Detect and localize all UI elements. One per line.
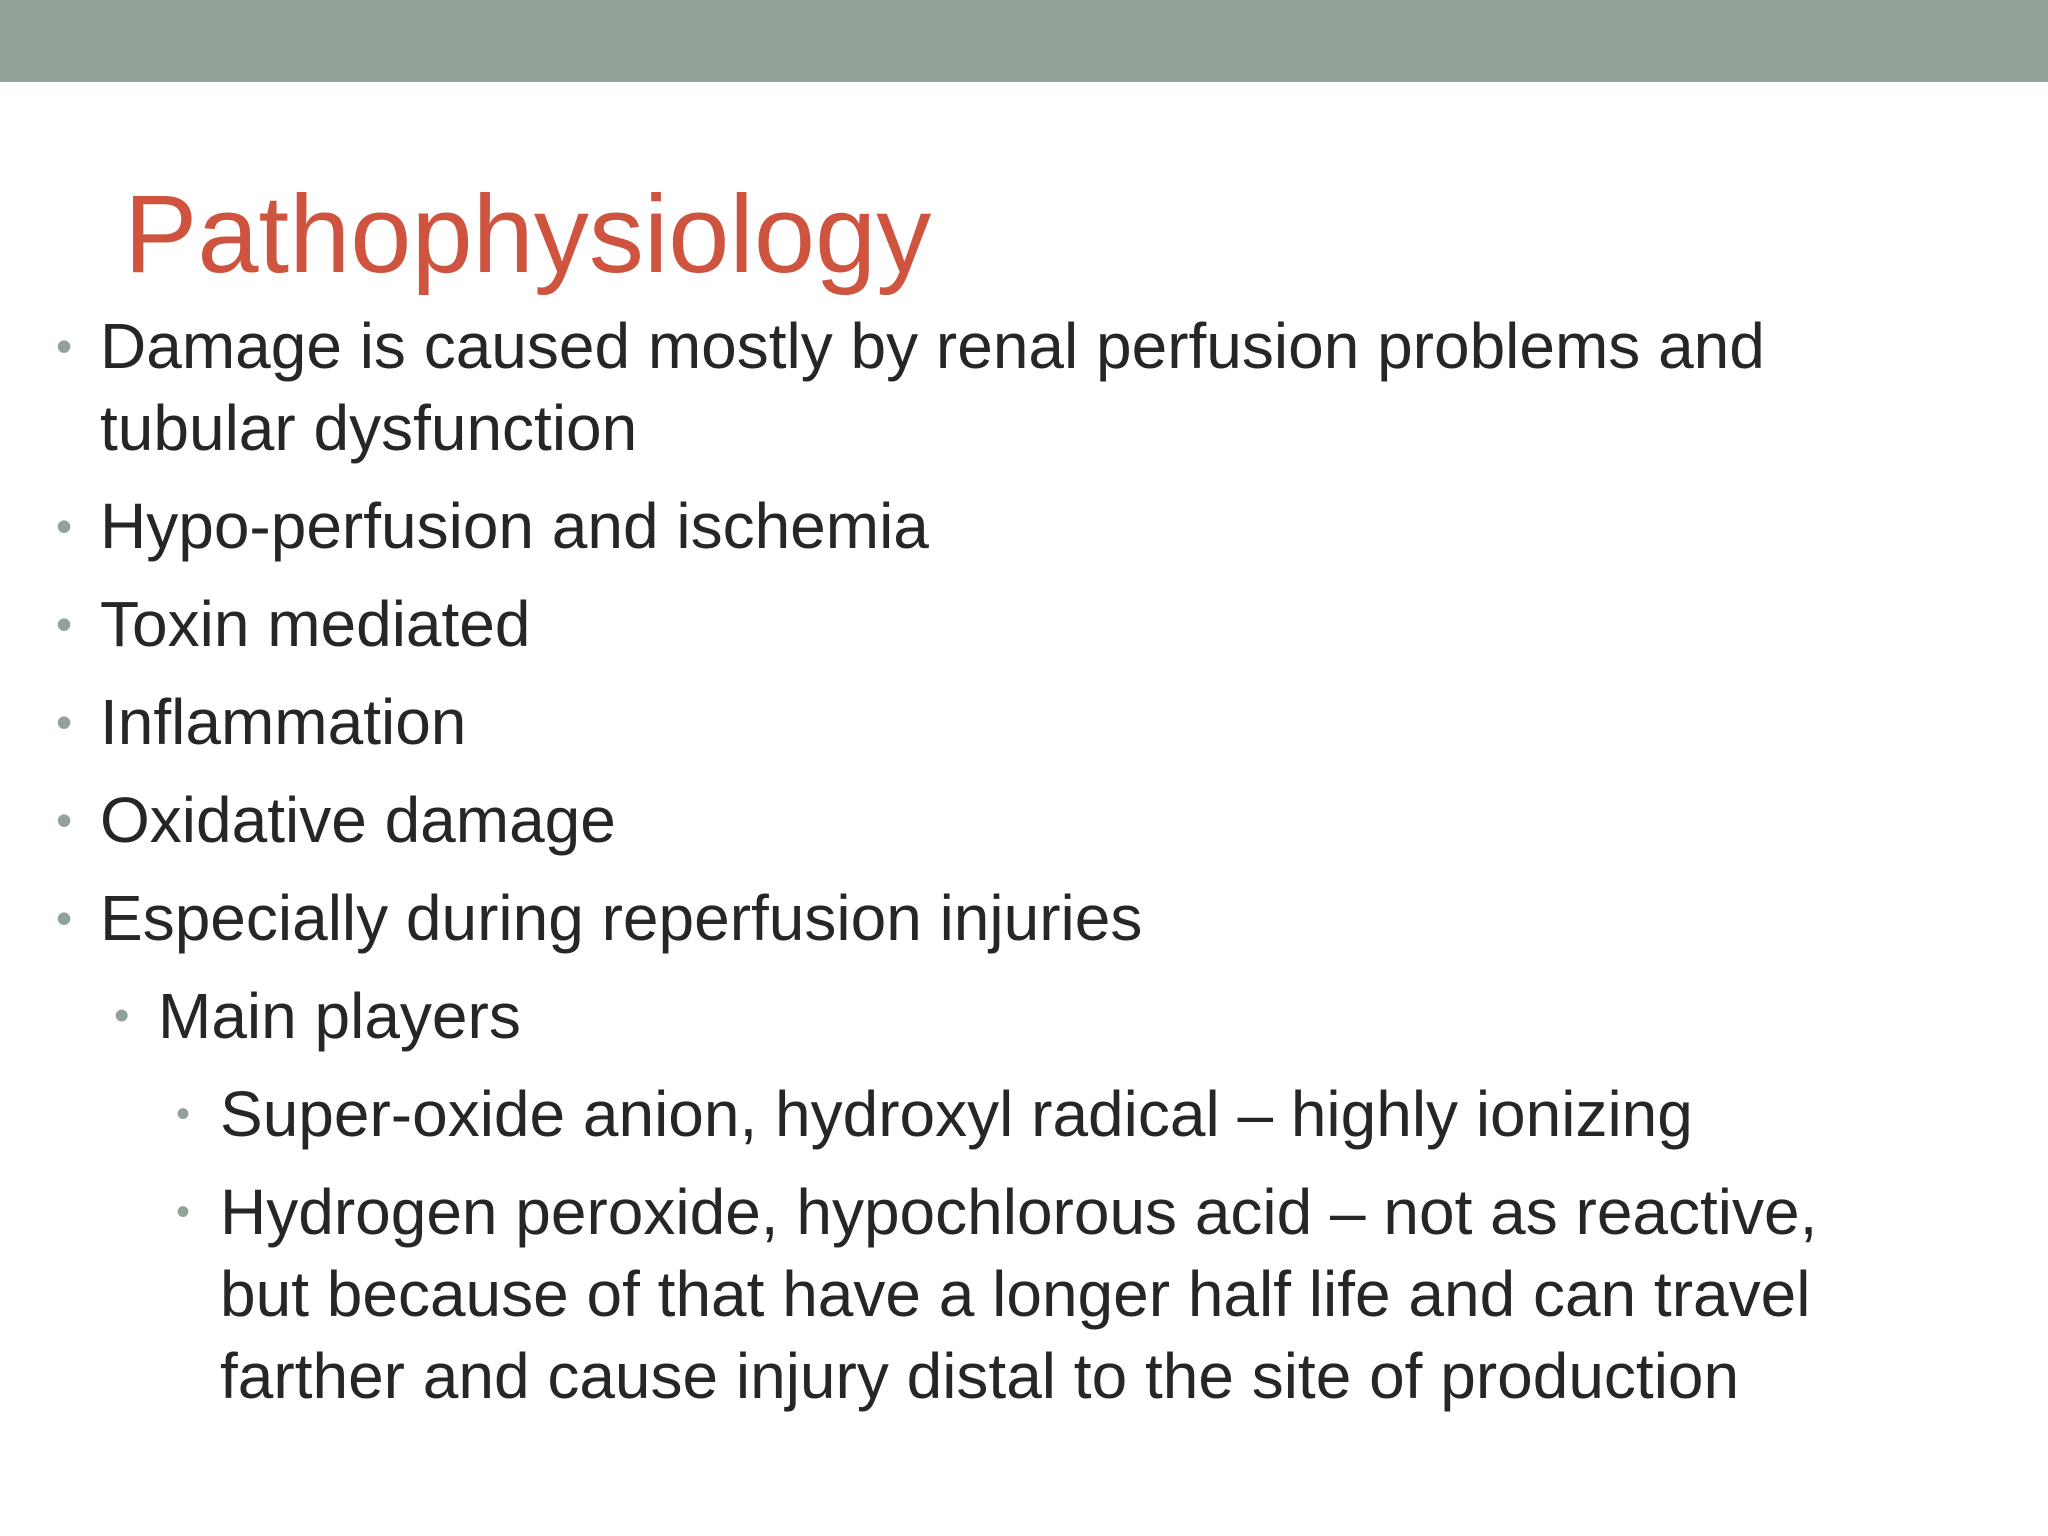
bullet-item [52,305,1992,469]
bullet-item [52,877,1992,959]
bullet-text [100,681,1992,763]
sub-sub-bullet-item [52,1073,1992,1155]
bullet-item [52,681,1992,763]
bullet-dot-icon: • [56,320,73,372]
bullet-dot-icon: • [56,696,73,748]
bullet-line: but because of that have a longer half life and can travel [220,1258,1811,1330]
bullet-line: Hydrogen peroxide, hypochlorous acid – not as reactive, [220,1176,1818,1248]
bullet-dot-icon: • [114,991,130,1040]
bullet-text [100,877,1992,959]
bullet-line: Damage is caused mostly by renal perfusion problems and [100,310,1765,382]
bullet-line: Oxidative damage [100,784,616,856]
bullet-dot-icon: • [56,598,73,650]
bullet-dot-icon: • [176,1092,191,1136]
bullet-line: Inflammation [100,686,467,758]
bullet-text [220,1171,1992,1417]
sub-sub-bullet-item [52,1171,1992,1417]
bullet-dot-icon: • [56,794,73,846]
bullet-line: Super-oxide anion, hydroxyl radical – highly ionizing [220,1078,1693,1150]
bullet-item [52,583,1992,665]
sub-bullet-item [52,975,1992,1057]
bullet-list [52,305,1992,1433]
bullet-dot-icon: • [56,500,73,552]
bullet-item [52,779,1992,861]
top-accent-band [0,0,2048,82]
bullet-text [100,485,1992,567]
bullet-text [220,1073,1992,1155]
bullet-line: Especially during reperfusion injuries [100,882,1143,954]
bullet-line: tubular dysfunction [100,392,638,464]
bullet-text [100,305,1992,469]
bullet-line: Main players [158,980,521,1052]
bullet-line: farther and cause injury distal to the site of production [220,1340,1740,1412]
bullet-text [100,779,1992,861]
bullet-dot-icon: • [56,892,73,944]
bullet-line: Toxin mediated [100,588,531,660]
bullet-text [158,975,1992,1057]
bullet-line: Hypo-perfusion and ischemia [100,490,929,562]
bullet-text [100,583,1992,665]
bullet-dot-icon: • [176,1190,191,1234]
slide-title: Pathophysiology [124,173,932,296]
bullet-item [52,485,1992,567]
